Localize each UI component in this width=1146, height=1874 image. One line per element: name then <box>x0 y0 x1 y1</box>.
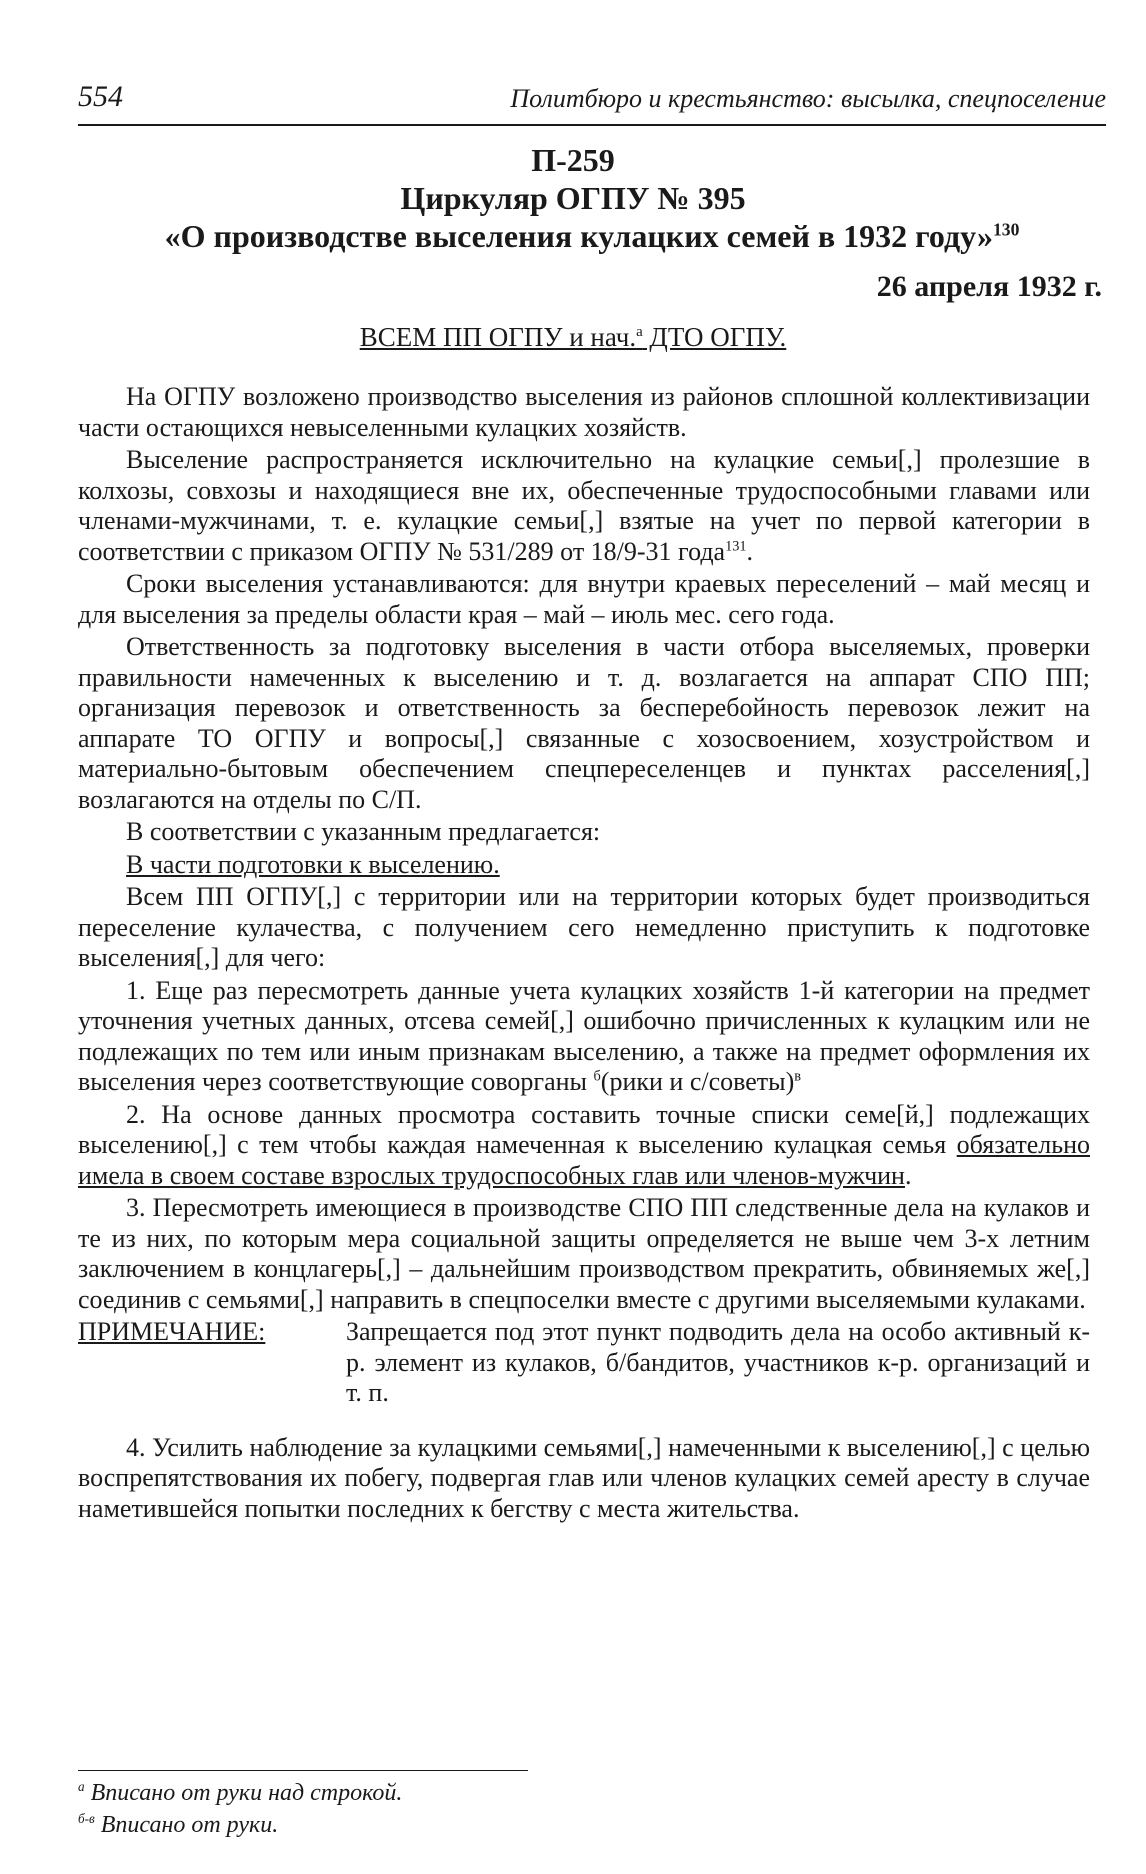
document-date: 26 апреля 1932 г. <box>876 270 1102 303</box>
item-1-mark-v: в <box>794 1068 802 1085</box>
page-number: 554 <box>78 80 123 113</box>
list-item-3: 3. Пересмотреть имеющиеся в производстве СПО ПП следственные дела на кулаков и те из них, по которым мера социальной защиты определяется не выше чем 3-х летним заключением в концлагерь[,] – дальнейшим производством прекратить, обвиняемых же[,] соединив с семьями[,] направить в спецпоселки вместе с другими выселяемыми кулаками. <box>78 1193 1090 1314</box>
item-2-plain: 2. На основе данных просмотра составить точные списки семе[й,] подлежащих выселению[,] с тем чтобы каждая намеченная к выселению кулацкая семья <box>78 1099 1090 1159</box>
item-1-mark-b: б <box>593 1068 601 1085</box>
running-title: Политбюро и крестьянство: высылка, спецпоселение <box>510 84 1106 113</box>
footnote-b-v <box>78 1812 278 1839</box>
title-note-ref: 130 <box>992 219 1020 240</box>
item-1-text: 1. Еще раз пересмотреть данные учета кулацких хозяйств 1-й категории на предмет уточнения учетных данных, отсева семей[,] ошибочно причисленных к кулацким или не подлежащих по тем или иным признакам выселению, а также на предмет оформления их выселения через соответствующие соворганы <box>78 975 1090 1096</box>
addressee <box>0 322 1146 353</box>
paragraph-1: На ОГПУ возложено производство выселения из районов сплошной коллективизации части остающихся невыселенными кулацких хозяйств. <box>78 382 1090 442</box>
paragraph-2 <box>78 445 1090 567</box>
note <box>78 1317 1090 1409</box>
document-number: П-259 <box>531 142 615 178</box>
paragraph-2-text: Выселение распространяется исключительно на кулацкие семьи[,] пролезшие в колхозы, совхозы и находящиеся вне их, обеспеченные трудоспособными главами или членами-мужчинами, т. е. кулацкие семьи[,] взятые на учет по первой категории в соответствии с приказом ОГПУ № 531/289 от 18/9-31 года <box>78 445 1090 566</box>
item-2-end: . <box>904 1160 912 1190</box>
addressee-post: ДТО ОГПУ. <box>642 322 787 352</box>
title-text: «О производстве выселения кулацких семей в 1932 году» <box>164 218 993 254</box>
document-title-line2 <box>78 218 1106 255</box>
paragraph-2-end: . <box>746 536 754 566</box>
note-label: ПРИМЕЧАНИЕ: <box>78 1317 266 1346</box>
list-item-2 <box>78 1100 1090 1192</box>
item-2-underlined: обязательно имела в своем составе взрослых трудоспособных глав или членов-мужчин <box>78 1130 1090 1190</box>
footnote-a <box>78 1780 402 1807</box>
footnote-a-text: Вписано от руки над строкой. <box>90 1780 403 1806</box>
list-item-1 <box>78 976 1090 1098</box>
footnote-b-v-text: Вписано от руки. <box>100 1812 279 1838</box>
running-header <box>78 78 1106 126</box>
section-heading-text: В части подготовки к выселению. <box>126 849 500 879</box>
paragraph-5: В соответствии с указанным предлагается: <box>126 817 601 846</box>
addressee-pre: ВСЕМ ПП ОГПУ и нач. <box>359 322 637 352</box>
note-text: Запрещается под этот пункт подводить дела на особо активный к-р. элемент из кулаков, б/бандитов, участников к-р. организаций и т. п. <box>346 1317 1090 1407</box>
document-title-line1: Циркуляр ОГПУ № 395 <box>400 180 746 216</box>
paragraph-2-ref: 131 <box>725 537 747 554</box>
paragraph-7: Всем ПП ОГПУ[,] с территории или на территории которых будет производиться переселение кулачества, с получением сего немедленно приступить к подготовке выселения[,] для чего: <box>78 882 1090 972</box>
item-1-paren: (рики и с/советы) <box>600 1067 795 1096</box>
footnote-b-v-mark: б-в <box>78 1811 95 1826</box>
document-body <box>78 382 1090 1526</box>
footnote-a-mark: а <box>78 1779 85 1794</box>
footnote-divider <box>78 1770 528 1771</box>
addressee-note-ref: а <box>636 324 643 340</box>
section-heading <box>78 850 1090 881</box>
paragraph-4: Ответственность за подготовку выселения в части отбора выселяемых, проверки правильности намеченных к выселению и т. д. возлагается на аппарат СПО ПП; организация перевозок и ответственность за бесперебойность перевозок лежит на аппарате ТО ОГПУ и вопросы[,] связанные с хозосвоением, хозустройством и материально-бытовым обеспечением спецпереселенцев и пунктах расселения[,] возлагаются на отделы по С/П. <box>78 632 1090 814</box>
list-item-4: 4. Усилить наблюдение за кулацкими семьями[,] намеченными к выселению[,] с целью воспрепятствования их побегу, подвергая глав или членов кулацких семей аресту в случае наметившейся попытки последних к бегству с места жительства. <box>78 1432 1090 1523</box>
paragraph-3: Сроки выселения устанавливаются: для внутри краевых переселений – май месяц и для выселения за пределы области края – май – июль мес. сего года. <box>78 569 1090 629</box>
